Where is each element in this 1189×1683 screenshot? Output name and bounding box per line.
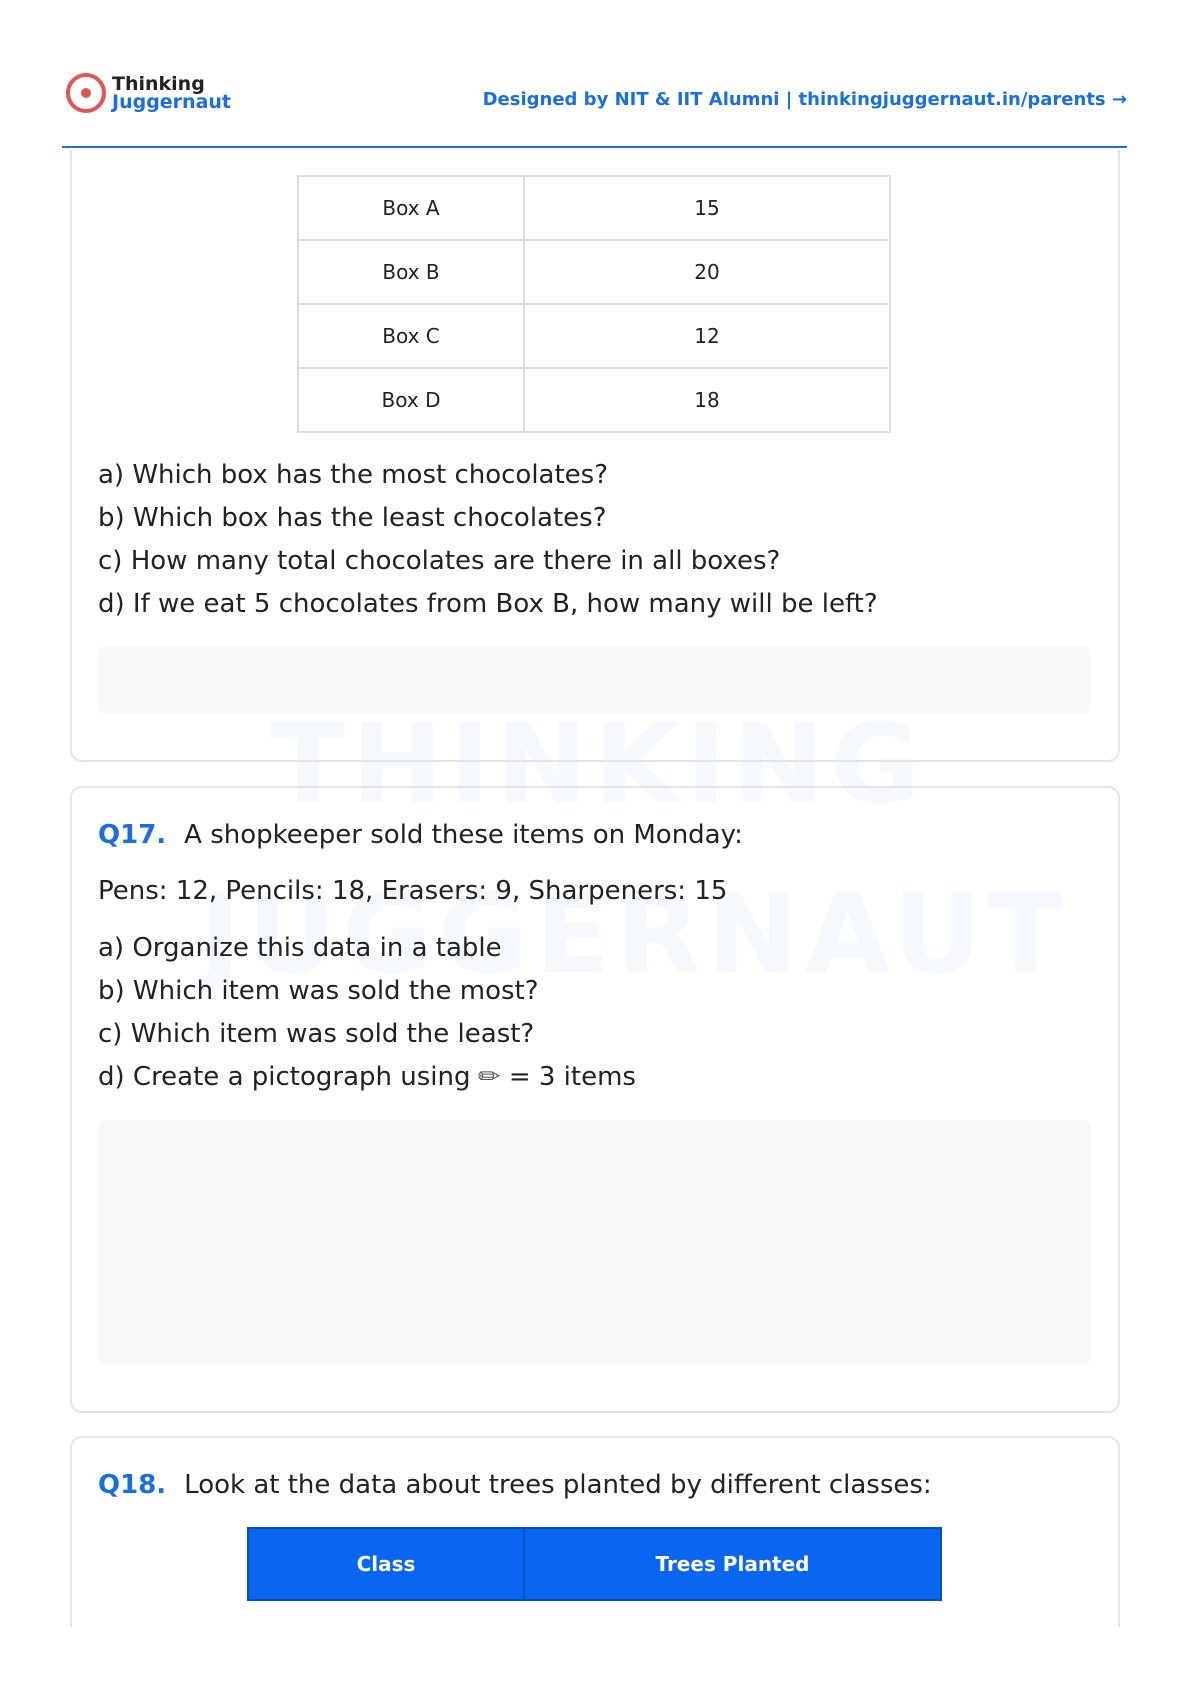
table-row — [298, 304, 890, 368]
table-header-row — [248, 1528, 941, 1600]
q17-number: Q17. — [98, 820, 167, 850]
q16-part-b: b) Which box has the least chocolates? — [98, 503, 607, 533]
table-cell: 20 — [524, 240, 890, 304]
q16-part-c: c) How many total chocolates are there in all boxes? — [98, 546, 781, 576]
q18-text: Look at the data about trees planted by different classes: — [184, 1470, 932, 1500]
q17-d-prefix: d) Create a pictograph using — [98, 1062, 471, 1092]
table-row — [298, 176, 890, 240]
table-cell: Box C — [298, 304, 524, 368]
wheel-logo-icon — [66, 73, 106, 113]
q17-part-c: c) Which item was sold the least? — [98, 1019, 535, 1049]
table-cell: 15 — [524, 176, 890, 240]
table-row — [298, 240, 890, 304]
q17-d-suffix: = 3 items — [508, 1062, 636, 1092]
q18-number: Q18. — [98, 1470, 167, 1500]
pencil-icon: ✎ — [471, 1058, 508, 1096]
trees-table — [247, 1527, 942, 1601]
logo — [66, 73, 231, 113]
header-tagline[interactable]: Designed by NIT & IIT Alumni | thinkingjuggernaut.in/parents → — [482, 89, 1127, 110]
q17-title — [98, 820, 743, 850]
q17-part-d — [98, 1058, 636, 1096]
q16-part-a: a) Which box has the most chocolates? — [98, 460, 609, 490]
q18-title — [98, 1470, 932, 1500]
header-divider — [62, 146, 1127, 148]
table-cell: 12 — [524, 304, 890, 368]
q17-data-line: Pens: 12, Pencils: 18, Erasers: 9, Sharpeners: 15 — [98, 876, 728, 906]
q17-text: A shopkeeper sold these items on Monday: — [184, 820, 743, 850]
header-trees-planted: Trees Planted — [524, 1528, 941, 1600]
table-cell: 18 — [524, 368, 890, 432]
q17-part-a: a) Organize this data in a table — [98, 933, 502, 963]
chocolate-table — [297, 175, 891, 433]
table-cell: Box B — [298, 240, 524, 304]
q17-answer-box[interactable] — [98, 1120, 1091, 1364]
header-class: Class — [248, 1528, 524, 1600]
logo-line2: Juggernaut — [112, 91, 232, 113]
q17-part-b: b) Which item was sold the most? — [98, 976, 539, 1006]
q16-part-d: d) If we eat 5 chocolates from Box B, how many will be left? — [98, 589, 878, 619]
logo-line1: Thinking — [112, 73, 205, 95]
table-row — [298, 368, 890, 432]
page-bottom-margin — [0, 1627, 1189, 1683]
table-cell: Box A — [298, 176, 524, 240]
table-cell: Box D — [298, 368, 524, 432]
q16-answer-box[interactable] — [98, 646, 1091, 714]
